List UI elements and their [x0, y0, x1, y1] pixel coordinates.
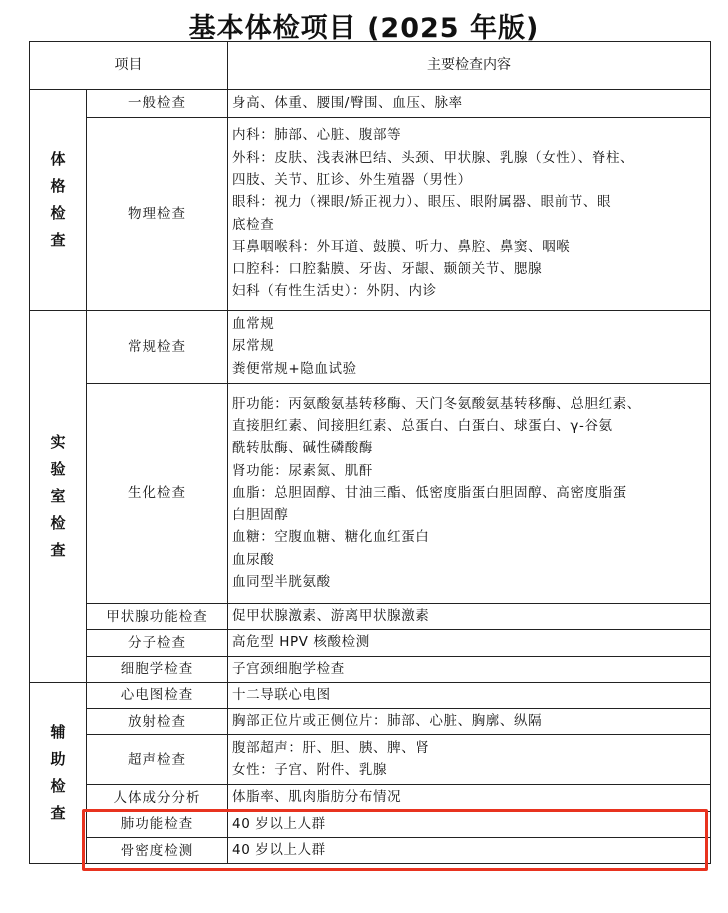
content-line: 尿常规 [232, 338, 275, 355]
content-line: 胸部正位片或正侧位片：肺部、心脏、胸廓、纵隔 [232, 713, 543, 730]
content-bodycomp [228, 785, 711, 811]
item-thyroid: 甲状腺功能检查 [87, 604, 228, 630]
content-line: 腹部超声：肝、胆、胰、脾、肾 [232, 740, 430, 757]
table-row [30, 90, 711, 118]
content-line: 口腔科：口腔黏膜、牙齿、牙龈、颞颌关节、腮腺 [232, 261, 543, 278]
content-radiology [228, 709, 711, 735]
item-bodycomp: 人体成分分析 [87, 785, 228, 811]
content-routine [228, 311, 711, 384]
content-line: 四肢、关节、肛诊、外生殖器（男性） [232, 171, 472, 188]
table-row [30, 311, 711, 384]
table-row [30, 811, 711, 837]
table-row [30, 735, 711, 785]
item-ultrasound: 超声检查 [87, 735, 228, 785]
table-row [30, 604, 711, 630]
content-line: 粪便常规+隐血试验 [232, 360, 357, 377]
content-ecg [228, 682, 711, 708]
content-line: 高危型 HPV 核酸检测 [232, 634, 370, 651]
table-row [30, 838, 711, 864]
content-line: 肝功能：丙氨酸氨基转移酶、天门冬氨酸氨基转移酶、总胆红素、 [232, 395, 641, 412]
content-line: 直接胆红素、间接胆红素、总蛋白、白蛋白、球蛋白、γ-谷氨 [232, 417, 613, 434]
content-line: 肾功能：尿素氮、肌酐 [232, 462, 373, 479]
content-line: 女性：子宫、附件、乳腺 [232, 762, 388, 779]
content-line: 外科：皮肤、浅表淋巴结、头颈、甲状腺、乳腺（女性）、脊柱、 [232, 149, 635, 166]
content-line: 底检查 [232, 216, 275, 233]
item-physics: 物理检查 [87, 118, 228, 311]
table-row [30, 384, 711, 604]
header-content: 主要检查内容 [228, 42, 711, 90]
content-line: 眼科：视力（裸眼/矫正视力）、眼压、眼附属器、眼前节、眼 [232, 194, 612, 211]
content-line: 耳鼻咽喉科：外耳道、鼓膜、听力、鼻腔、鼻窦、咽喉 [232, 238, 571, 255]
content-line: 血脂：总胆固醇、甘油三酯、低密度脂蛋白胆固醇、高密度脂蛋 [232, 484, 627, 501]
content-line: 血常规 [232, 316, 275, 333]
content-bone [228, 838, 711, 864]
item-lung: 肺功能检查 [87, 811, 228, 837]
content-line: 酰转肽酶、碱性磷酸酶 [232, 440, 373, 457]
table-row [30, 709, 711, 735]
item-routine: 常规检查 [87, 311, 228, 384]
table-row [30, 630, 711, 656]
content-lung [228, 811, 711, 837]
content-ultrasound [228, 735, 711, 785]
item-cytology: 细胞学检查 [87, 656, 228, 682]
category-lab: 实 验 室 检 查 [30, 311, 87, 683]
content-line: 血同型半胱氨酸 [232, 574, 331, 591]
category-aux: 辅 助 检 查 [30, 682, 87, 863]
table-header-row [30, 42, 711, 90]
content-line: 十二导联心电图 [232, 686, 331, 703]
content-line: 40 岁以上人群 [232, 815, 326, 832]
table-row [30, 656, 711, 682]
content-thyroid [228, 604, 711, 630]
item-biochem: 生化检查 [87, 384, 228, 604]
table-row [30, 118, 711, 311]
content-general [228, 90, 711, 118]
content-line: 子宫颈细胞学检查 [232, 660, 345, 677]
page-title: 基本体检项目 (2025 年版) [188, 13, 540, 44]
header-item: 项目 [30, 42, 228, 90]
content-line: 白胆固醇 [232, 507, 289, 524]
content-physics [228, 118, 711, 311]
content-molecular [228, 630, 711, 656]
item-bone: 骨密度检测 [87, 838, 228, 864]
exam-table [29, 41, 711, 864]
content-cytology [228, 656, 711, 682]
content-line: 体脂率、肌肉脂肪分布情况 [232, 789, 402, 806]
content-line: 血糖：空腹血糖、糖化血红蛋白 [232, 529, 430, 546]
content-line: 促甲状腺激素、游离甲状腺激素 [232, 608, 430, 624]
content-line: 血尿酸 [232, 551, 275, 568]
item-radiology: 放射检查 [87, 709, 228, 735]
item-ecg: 心电图检查 [87, 682, 228, 708]
item-molecular: 分子检查 [87, 630, 228, 656]
content-line: 妇科（有性生活史）：外阴、内诊 [232, 283, 437, 300]
table-row [30, 785, 711, 811]
table-row [30, 682, 711, 708]
content-line: 内科：肺部、心脏、腹部等 [232, 127, 402, 144]
category-physical: 体 格 检 查 [30, 90, 87, 311]
item-general: 一般检查 [87, 90, 228, 118]
content-line: 40 岁以上人群 [232, 842, 326, 859]
content-biochem [228, 384, 711, 604]
content-line: 身高、体重、腰围/臀围、血压、脉率 [232, 94, 463, 111]
